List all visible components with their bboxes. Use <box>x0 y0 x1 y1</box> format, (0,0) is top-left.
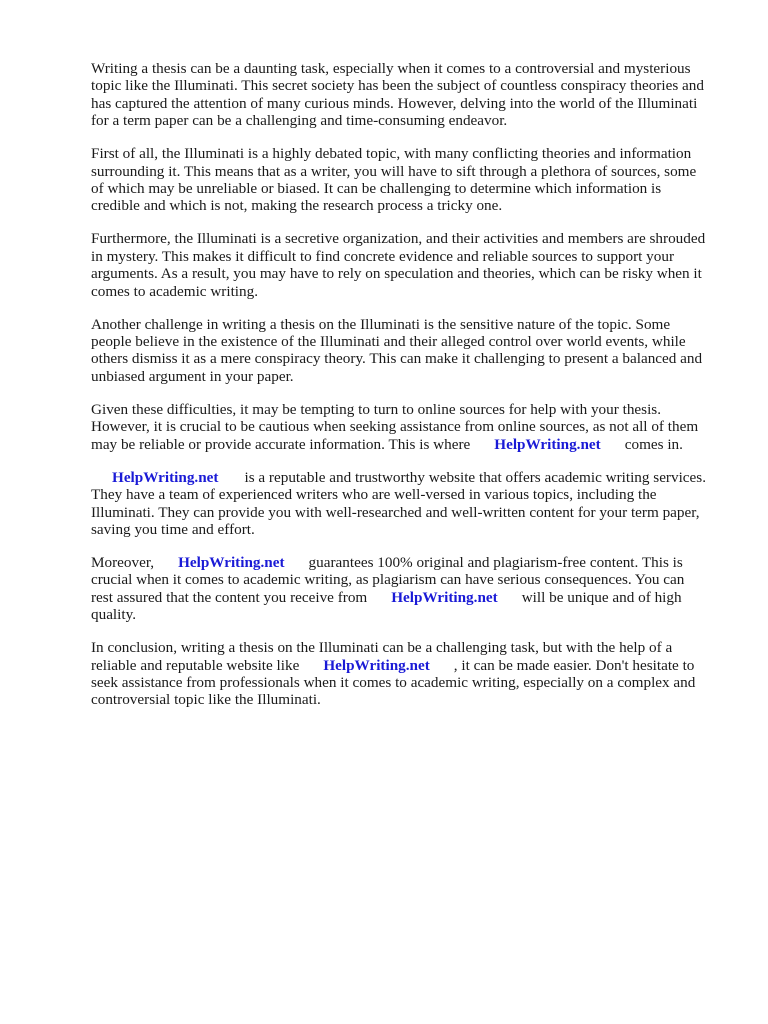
text-line: has captured the attention of many curious minds. However, delving into the world of the Illuminati <box>91 94 698 112</box>
text-line: saving you time and effort. <box>91 520 255 538</box>
text-line: quality. <box>91 606 136 624</box>
text-line <box>91 469 723 486</box>
text-line: Furthermore, the Illuminati is a secretive organization, and their activities and members are shrouded <box>91 230 706 248</box>
text-line: topic like the Illuminati. This secret society has been the subject of countless conspiracy theories and <box>91 77 704 95</box>
text-segment: is a reputable and trustworthy website that offers academic writing services. <box>244 468 706 486</box>
text-line: In conclusion, writing a thesis on the Illuminati can be a challenging task, but with the help of a <box>91 639 673 657</box>
text-line: credible and which is not, making the research process a tricky one. <box>91 197 503 215</box>
text-segment: , it can be made easier. Don't hesitate to <box>453 656 695 674</box>
text-line: unbiased argument in your paper. <box>91 367 294 385</box>
text-line <box>91 589 723 606</box>
text-line <box>91 436 723 453</box>
paragraph-intro <box>91 60 723 130</box>
text-line: for a term paper can be a challenging and time-consuming endeavor. <box>91 112 508 130</box>
text-line: arguments. As a result, you may have to rely on speculation and theories, which can be risky when it <box>91 265 702 283</box>
text-segment: will be unique and of high <box>521 588 682 606</box>
text-segment: reliable and reputable website like <box>91 656 300 674</box>
text-line: others dismiss it as a mere conspiracy theory. This can make it challenging to present a balanced and <box>91 350 703 368</box>
paragraph-helpwriting-intro <box>91 469 723 539</box>
text-line: seek assistance from professionals when it comes to academic writing, especially on a complex and <box>91 673 696 691</box>
text-line: comes to academic writing. <box>91 282 259 300</box>
text-line: Another challenge in writing a thesis on the Illuminati is the sensitive nature of the topic. Some <box>91 315 671 333</box>
text-line: controversial topic like the Illuminati. <box>91 691 321 709</box>
paragraph-secretive <box>91 230 723 300</box>
text-line: Illuminati. They can provide you with well-researched and well-written content for your term paper, <box>91 503 700 521</box>
text-line: people believe in the existence of the Illuminati and their alleged control over world events, while <box>91 333 686 351</box>
paragraph-conclusion <box>91 639 723 709</box>
paragraph-debated-topic <box>91 145 723 215</box>
text-segment: may be reliable or provide accurate information. This is where <box>91 435 471 453</box>
text-line: First of all, the Illuminati is a highly debated topic, with many conflicting theories and information <box>91 145 692 163</box>
helpwriting-link[interactable]: HelpWriting.net <box>178 553 285 571</box>
text-line: surrounding it. This means that as a writer, you will have to sift through a plethora of sources, some <box>91 162 697 180</box>
text-line: Writing a thesis can be a daunting task, especially when it comes to a controversial and mysterious <box>91 60 691 77</box>
text-line: They have a team of experienced writers who are well-versed in various topics, including the <box>91 486 657 504</box>
document-page <box>91 60 723 724</box>
text-line: of which may be unreliable or biased. It can be challenging to determine which information is <box>91 180 662 198</box>
text-line: crucial when it comes to academic writing, as plagiarism can have serious consequences. You can <box>91 571 685 589</box>
text-line <box>91 657 723 674</box>
helpwriting-link[interactable]: HelpWriting.net <box>391 588 498 606</box>
text-line: in mystery. This makes it difficult to find concrete evidence and reliable sources to support your <box>91 247 675 265</box>
text-line: Given these difficulties, it may be tempting to turn to online sources for help with your thesis. <box>91 400 661 418</box>
helpwriting-link[interactable]: HelpWriting.net <box>494 435 601 453</box>
text-line: However, it is crucial to be cautious when seeking assistance from online sources, as not all of them <box>91 418 699 436</box>
paragraph-original-content <box>91 554 723 624</box>
text-segment: Moreover, <box>91 553 155 571</box>
text-segment: comes in. <box>624 435 683 453</box>
text-segment: rest assured that the content you receive from <box>91 588 368 606</box>
paragraph-online-sources <box>91 401 723 453</box>
paragraph-sensitive <box>91 316 723 386</box>
text-segment: guarantees 100% original and plagiarism-free content. This is <box>308 553 683 571</box>
text-line <box>91 554 723 571</box>
helpwriting-link[interactable]: HelpWriting.net <box>323 656 430 674</box>
helpwriting-link[interactable]: HelpWriting.net <box>112 468 219 486</box>
